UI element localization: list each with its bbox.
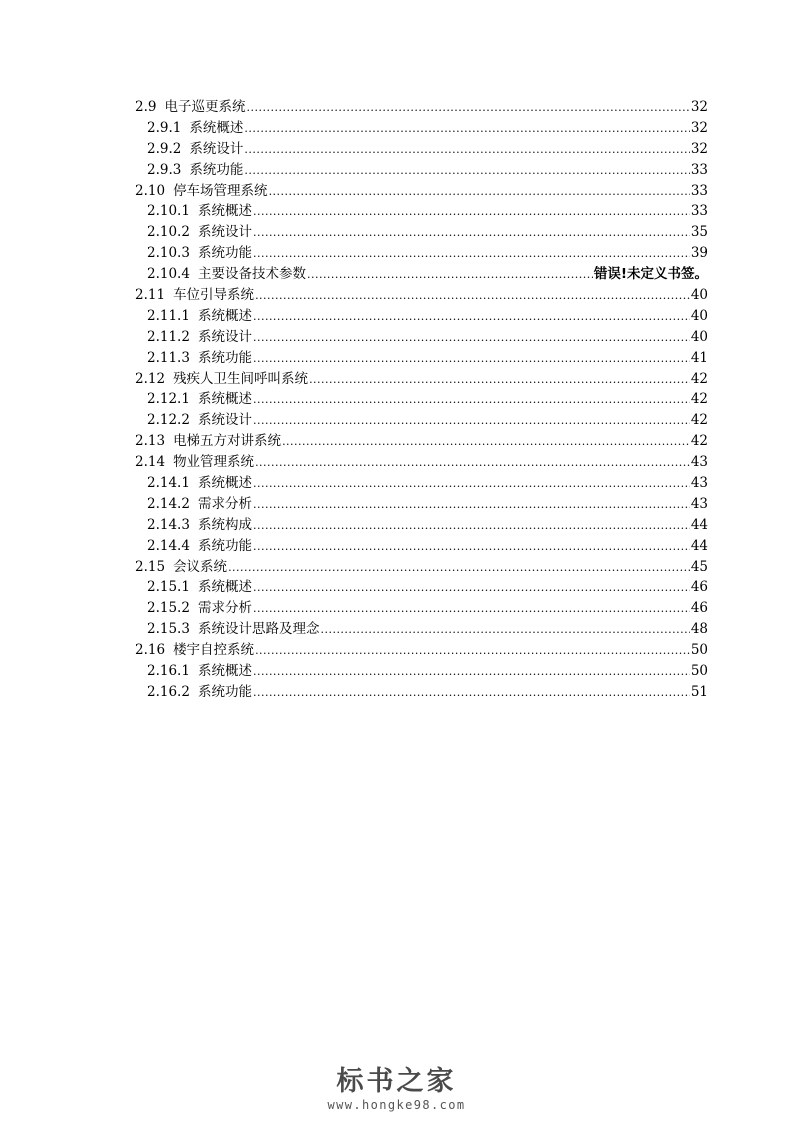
watermark-url: www.hongke98.com — [327, 1098, 466, 1112]
toc-entry[interactable] — [135, 410, 708, 431]
toc-entry[interactable] — [135, 557, 708, 578]
toc-entry-number: 2.14.3 — [147, 516, 190, 533]
toc-entry-number: 2.12.1 — [147, 391, 190, 408]
toc-page-number: 40 — [690, 307, 708, 324]
toc-dot-leader — [253, 494, 690, 516]
toc-entry-title: 电子巡更系统 — [164, 99, 246, 115]
toc-entry[interactable] — [135, 369, 708, 390]
toc-dot-leader — [269, 181, 690, 203]
toc-dot-leader — [253, 410, 690, 432]
toc-page-number: 32 — [690, 99, 708, 115]
toc-entry[interactable] — [135, 222, 708, 243]
toc-page-number: 48 — [690, 621, 708, 638]
toc-entry[interactable] — [135, 494, 708, 515]
toc-page-number: 44 — [690, 537, 708, 554]
toc-entry-title: 系统功能 — [197, 349, 252, 366]
toc-page-number: 32 — [690, 119, 708, 136]
toc-entry-number: 2.10 — [135, 182, 166, 199]
toc-entry[interactable] — [135, 640, 708, 661]
toc-entry-number: 2.16 — [135, 642, 166, 659]
toc-entry-number: 2.10.4 — [147, 266, 190, 283]
toc-entry-title: 物业管理系统 — [173, 454, 255, 471]
toc-entry-number: 2.16.1 — [147, 663, 190, 680]
toc-page-number: 33 — [690, 203, 708, 220]
toc-entry[interactable] — [135, 682, 708, 703]
toc-entry-title: 需求分析 — [197, 495, 252, 512]
toc-dot-leader — [255, 640, 690, 662]
toc-dot-leader — [253, 243, 690, 265]
toc-page-number: 33 — [690, 161, 708, 178]
toc-entry-title: 需求分析 — [197, 600, 252, 617]
toc-page-number: 44 — [690, 516, 708, 533]
toc-page-number: 43 — [690, 475, 708, 492]
toc-entry-title: 会议系统 — [173, 558, 228, 575]
watermark — [0, 1066, 793, 1112]
toc-entry[interactable] — [135, 264, 708, 285]
toc-dot-leader — [255, 452, 690, 474]
toc-page-number: 40 — [690, 328, 708, 345]
toc-dot-leader — [246, 97, 689, 119]
toc-entry-title: 车位引导系统 — [173, 287, 255, 304]
toc-entry-number: 2.10.2 — [147, 224, 190, 241]
toc-entry-number: 2.10.3 — [147, 245, 190, 262]
toc-dot-leader — [244, 139, 689, 161]
toc-dot-leader — [320, 619, 689, 641]
toc-entry[interactable] — [135, 327, 708, 348]
toc-dot-leader — [253, 222, 690, 244]
toc-entry-number: 2.16.2 — [147, 683, 190, 700]
toc-entry-title: 系统功能 — [197, 245, 252, 262]
toc-entry-number: 2.11.3 — [147, 349, 190, 366]
toc-dot-leader — [253, 682, 690, 704]
toc-entry-title: 系统概述 — [197, 579, 252, 596]
toc-page-number: 33 — [690, 182, 708, 199]
toc-page-number: 42 — [690, 433, 708, 450]
toc-entry-number: 2.15.1 — [147, 579, 190, 596]
toc-entry[interactable] — [135, 473, 708, 494]
toc-dot-leader — [253, 536, 690, 558]
toc-entry-number: 2.11 — [135, 287, 166, 304]
toc-entry[interactable] — [135, 452, 708, 473]
toc-entry[interactable] — [135, 97, 708, 118]
toc-entry-title: 系统概述 — [197, 307, 252, 324]
toc-entry-number: 2.12 — [135, 370, 166, 387]
toc-dot-leader — [253, 661, 690, 683]
toc-entry[interactable] — [135, 306, 708, 327]
toc-page-number: 50 — [690, 663, 708, 680]
toc-entry[interactable] — [135, 348, 708, 369]
toc-entry[interactable] — [135, 118, 708, 139]
toc-dot-leader — [307, 264, 593, 286]
toc-entry-number: 2.14.4 — [147, 537, 190, 554]
toc-entry-title: 系统概述 — [197, 663, 252, 680]
toc-entry-number: 2.14.2 — [147, 495, 190, 512]
toc-entry-title: 残疾人卫生间呼叫系统 — [173, 370, 309, 387]
toc-page-number: 50 — [690, 642, 708, 659]
toc-dot-leader — [253, 201, 690, 223]
toc-dot-leader — [253, 389, 690, 411]
toc-page-number: 39 — [690, 245, 708, 262]
toc-dot-leader — [282, 431, 690, 453]
toc-dot-leader — [253, 327, 690, 349]
toc-entry-title: 系统概述 — [197, 475, 252, 492]
toc-page-number: 42 — [690, 412, 708, 429]
toc-entry-number: 2.15 — [135, 558, 166, 575]
toc-entry-number: 2.15.3 — [147, 621, 190, 638]
toc-entry-title: 系统设计 — [197, 224, 252, 241]
toc-entry[interactable] — [135, 619, 708, 640]
toc-dot-leader — [253, 577, 690, 599]
toc-entry-title: 主要设备技术参数 — [197, 266, 306, 283]
toc-entry-number: 2.15.2 — [147, 600, 190, 617]
toc-entry[interactable] — [135, 389, 708, 410]
toc-entry-number: 2.13 — [135, 433, 166, 450]
toc-entry[interactable] — [135, 431, 708, 452]
toc-entry[interactable] — [135, 243, 708, 264]
toc-entry-title: 系统构成 — [197, 516, 252, 533]
toc-dot-leader — [255, 285, 690, 307]
toc-page-number: 35 — [690, 224, 708, 241]
table-of-contents — [135, 97, 708, 703]
toc-entry[interactable] — [135, 598, 708, 619]
toc-entry[interactable] — [135, 139, 708, 160]
toc-entry-title: 系统设计 — [197, 328, 252, 345]
toc-entry[interactable] — [135, 515, 708, 536]
toc-entry-title: 系统功能 — [189, 161, 244, 178]
toc-entry-number: 2.9.3 — [147, 161, 182, 178]
toc-entry-title: 电梯五方对讲系统 — [173, 433, 282, 450]
toc-entry-title: 楼宇自控系统 — [173, 642, 255, 659]
toc-entry[interactable] — [135, 160, 708, 181]
toc-dot-leader — [309, 369, 690, 391]
toc-dot-leader — [253, 306, 690, 328]
toc-entry-title: 系统概述 — [189, 119, 244, 136]
toc-entry-title: 系统设计 — [197, 412, 252, 429]
toc-entry-number: 2.14 — [135, 454, 166, 471]
toc-entry[interactable] — [135, 285, 708, 306]
toc-dot-leader — [244, 160, 689, 182]
toc-entry-title: 系统概述 — [197, 203, 252, 220]
toc-page-number: 43 — [690, 454, 708, 471]
toc-dot-leader — [253, 598, 690, 620]
toc-bookmark-error: 错误!未定义书签。 — [593, 266, 708, 283]
toc-page-number: 46 — [690, 579, 708, 596]
toc-dot-leader — [244, 118, 689, 140]
toc-dot-leader — [253, 348, 690, 370]
toc-page-number: 43 — [690, 495, 708, 512]
toc-entry[interactable] — [135, 661, 708, 682]
toc-entry-title: 系统设计 — [189, 140, 244, 157]
toc-entry-title: 系统设计思路及理念 — [197, 621, 320, 638]
toc-entry[interactable] — [135, 201, 708, 222]
toc-page-number: 51 — [690, 683, 708, 700]
toc-entry-title: 系统概述 — [197, 391, 252, 408]
toc-entry[interactable] — [135, 536, 708, 557]
toc-page-number: 45 — [690, 558, 708, 575]
toc-entry-number: 2.11.1 — [147, 307, 190, 324]
toc-dot-leader — [228, 557, 690, 579]
toc-page-number: 40 — [690, 287, 708, 304]
toc-page-number: 42 — [690, 391, 708, 408]
toc-entry-number: 2.14.1 — [147, 475, 190, 492]
toc-entry-title: 系统功能 — [197, 683, 252, 700]
toc-entry[interactable] — [135, 181, 708, 202]
toc-entry-title: 系统功能 — [197, 537, 252, 554]
toc-entry[interactable] — [135, 577, 708, 598]
toc-entry-number: 2.9.2 — [147, 140, 182, 157]
toc-page-number: 46 — [690, 600, 708, 617]
toc-page-number: 42 — [690, 370, 708, 387]
toc-entry-number: 2.9 — [135, 99, 157, 115]
toc-page-number: 32 — [690, 140, 708, 157]
toc-entry-number: 2.9.1 — [147, 119, 182, 136]
toc-entry-title: 停车场管理系统 — [173, 182, 268, 199]
toc-entry-number: 2.11.2 — [147, 328, 190, 345]
watermark-logo: 标书之家 — [336, 1066, 457, 1097]
toc-dot-leader — [253, 473, 690, 495]
toc-page-number: 41 — [690, 349, 708, 366]
toc-entry-number: 2.12.2 — [147, 412, 190, 429]
toc-entry-number: 2.10.1 — [147, 203, 190, 220]
toc-dot-leader — [253, 515, 690, 537]
